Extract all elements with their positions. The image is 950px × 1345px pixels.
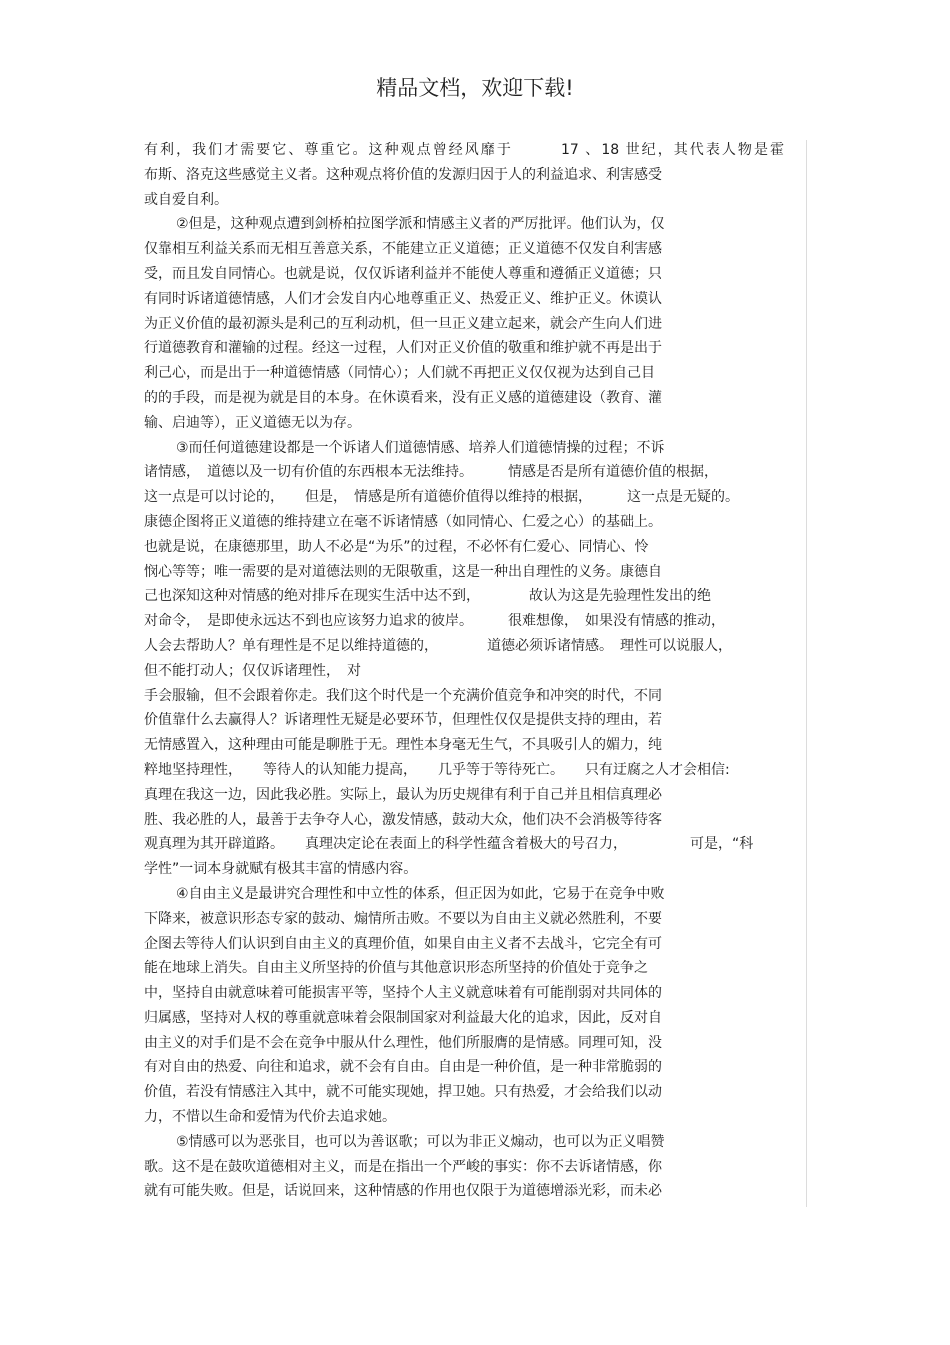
- text-line: 有对自由的热爱、向往和追求，就不会有自由。自由是一种价值，是一种非常脆弱的: [144, 1059, 662, 1076]
- margin-rule: [806, 140, 807, 1207]
- text-line: 己也深知这种对情感的绝对排斥在现实生活中达不到， 故认为这是先验理性发出的绝: [144, 588, 711, 605]
- page-header-title: 精品文档，欢迎下载!: [376, 76, 574, 100]
- text-line: 能在地球上消失。自由主义所坚持的价值与其他意识形态所坚持的价值处于竞争之: [144, 960, 648, 977]
- text-line: 力，不惜以生命和爱情为代价去追求她。: [144, 1109, 396, 1126]
- text-line: 行道德教育和灌输的过程。经这一过程，人们对正义价值的敬重和维护就不再是出于: [144, 340, 662, 357]
- text-line: 人会去帮助人？单有理性是不足以维持道德的， 道德必须诉诸情感。 理性可以说服人，: [144, 637, 732, 654]
- text-line: 企图去等待人们认识到自由主义的真理价值，如果自由主义者不去战斗，它完全有可: [144, 935, 662, 952]
- text-line: 中，坚持自由就意味着可能损害平等，坚持个人主义就意味着有可能削弱对共同体的: [144, 985, 662, 1002]
- text-line: 由主义的对手们是不会在竞争中服从什么理性，他们所服膺的是情感。同理可知，没: [144, 1034, 662, 1051]
- document-body: [144, 138, 804, 1204]
- text-line: 诸情感， 道德以及一切有价值的东西根本无法维持。 情感是否是所有道德价值的根据，: [144, 464, 718, 481]
- text-line: 就有可能失败。但是，话说回来，这种情感的作用也仅限于为道德增添光彩，而未必: [144, 1183, 662, 1200]
- text-line: 为正义价值的最初源头是利己的互利动机，但一旦正义建立起来，就会产生向人们进: [144, 315, 662, 332]
- text-line: 归属感，坚持对人权的尊重就意味着会限制国家对利益最大化的追求，因此，反对自: [144, 1009, 662, 1026]
- text-line: 歌。这不是在鼓吹道德相对主义，而是在指出一个严峻的事实：你不去诉诸情感，你: [144, 1158, 662, 1175]
- text-line: 仅靠相互利益关系而无相互善意关系，不能建立正义道德；正义道德不仅发自利害感: [144, 241, 662, 258]
- text-line: 康德企图将正义道德的维持建立在毫不诉诸情感（如同情心、仁爱之心）的基础上。: [144, 513, 662, 530]
- text-line: 悯心等等；唯一需要的是对道德法则的无限敬重，这是一种出自理性的义务。康德自: [144, 563, 662, 580]
- text-line: 无情感置入，这种理由可能是聊胜于无。理性本身毫无生气，不具吸引人的媚力，纯: [144, 737, 662, 754]
- text-line: 有同时诉诸道德情感，人们才会发自内心地尊重正义、热爱正义、维护正义。休谟认: [144, 290, 662, 307]
- text-line: ⑤情感可以为恶张目，也可以为善讴歌；可以为非正义煽动，也可以为正义唱赞: [176, 1133, 665, 1150]
- text-line: 手会服输，但不会跟着你走。我们这个时代是一个充满价值竞争和冲突的时代，不同: [144, 687, 662, 704]
- text-line: 粹地坚持理性， 等待人的认知能力提高， 几乎等于等待死亡。 只有迂腐之人才会相信:: [144, 761, 730, 778]
- text-line: 价值，若没有情感注入其中，就不可能实现她，捍卫她。只有热爱，才会给我们以动: [144, 1084, 662, 1101]
- text-line: 但不能打动人；仅仅诉诸理性， 对: [144, 662, 361, 679]
- text-line: 学性”一词本身就赋有极其丰富的情感内容。: [144, 861, 418, 878]
- text-line: 也就是说，在康德那里，助人不必是“为乐”的过程，不必怀有仁爱心、同情心、怜: [144, 538, 649, 555]
- text-line: ③而任何道德建设都是一个诉诸人们道德情感、培养人们道德情操的过程；不诉: [176, 439, 665, 456]
- text-line: 有利，我们才需要它、尊重它。这种观点曾经风靡于 17 、18 世纪，其代表人物是霍: [144, 142, 784, 158]
- text-line: 的的手段，而是视为就是目的本身。在休谟看来，没有正义感的道德建设（教育、灌: [144, 389, 662, 406]
- text-line: 或自爱自利。: [144, 191, 228, 208]
- text-line: ②但是，这种观点遭到剑桥柏拉图学派和情感主义者的严厉批评。他们认为，仅: [176, 216, 665, 233]
- text-line: 价值靠什么去赢得人？诉诸理性无疑是必要环节，但理性仅仅是提供支持的理由，若: [144, 712, 662, 729]
- text-line: 观真理为其开辟道路。 真理决定论在表面上的科学性蕴含着极大的号召力， 可是，“科: [144, 836, 754, 853]
- text-line: 对命令， 是即使永远达不到也应该努力追求的彼岸。 很难想像， 如果没有情感的推动，: [144, 613, 725, 630]
- text-line: 下降来，被意识形态专家的鼓动、煽情所击败。不要以为自由主义就必然胜利，不要: [144, 910, 662, 927]
- text-line: ④自由主义是最讲究合理性和中立性的体系，但正因为如此，它易于在竞争中败: [176, 885, 665, 902]
- text-line: 真理在我这一边，因此我必胜。实际上，最认为历史规律有利于自己并且相信真理必: [144, 786, 662, 803]
- text-line: 这一点是可以讨论的， 但是， 情感是所有道德价值得以维持的根据， 这一点是无疑的。: [144, 489, 739, 506]
- text-line: 受，而且发自同情心。也就是说，仅仅诉诸利益并不能使人尊重和遵循正义道德；只: [144, 265, 662, 282]
- text-line: 胜、我必胜的人，最善于去争夺人心，激发情感，鼓动大众，他们决不会消极等待客: [144, 811, 662, 828]
- text-line: 输、启迪等），正义道德无以为存。: [144, 414, 361, 431]
- text-line: 利己心，而是出于一种道德情感（同情心）；人们就不再把正义仅仅视为达到自己目: [144, 365, 655, 382]
- text-line: 布斯、洛克这些感觉主义者。这种观点将价值的发源归因于人的利益追求、利害感受: [144, 166, 662, 183]
